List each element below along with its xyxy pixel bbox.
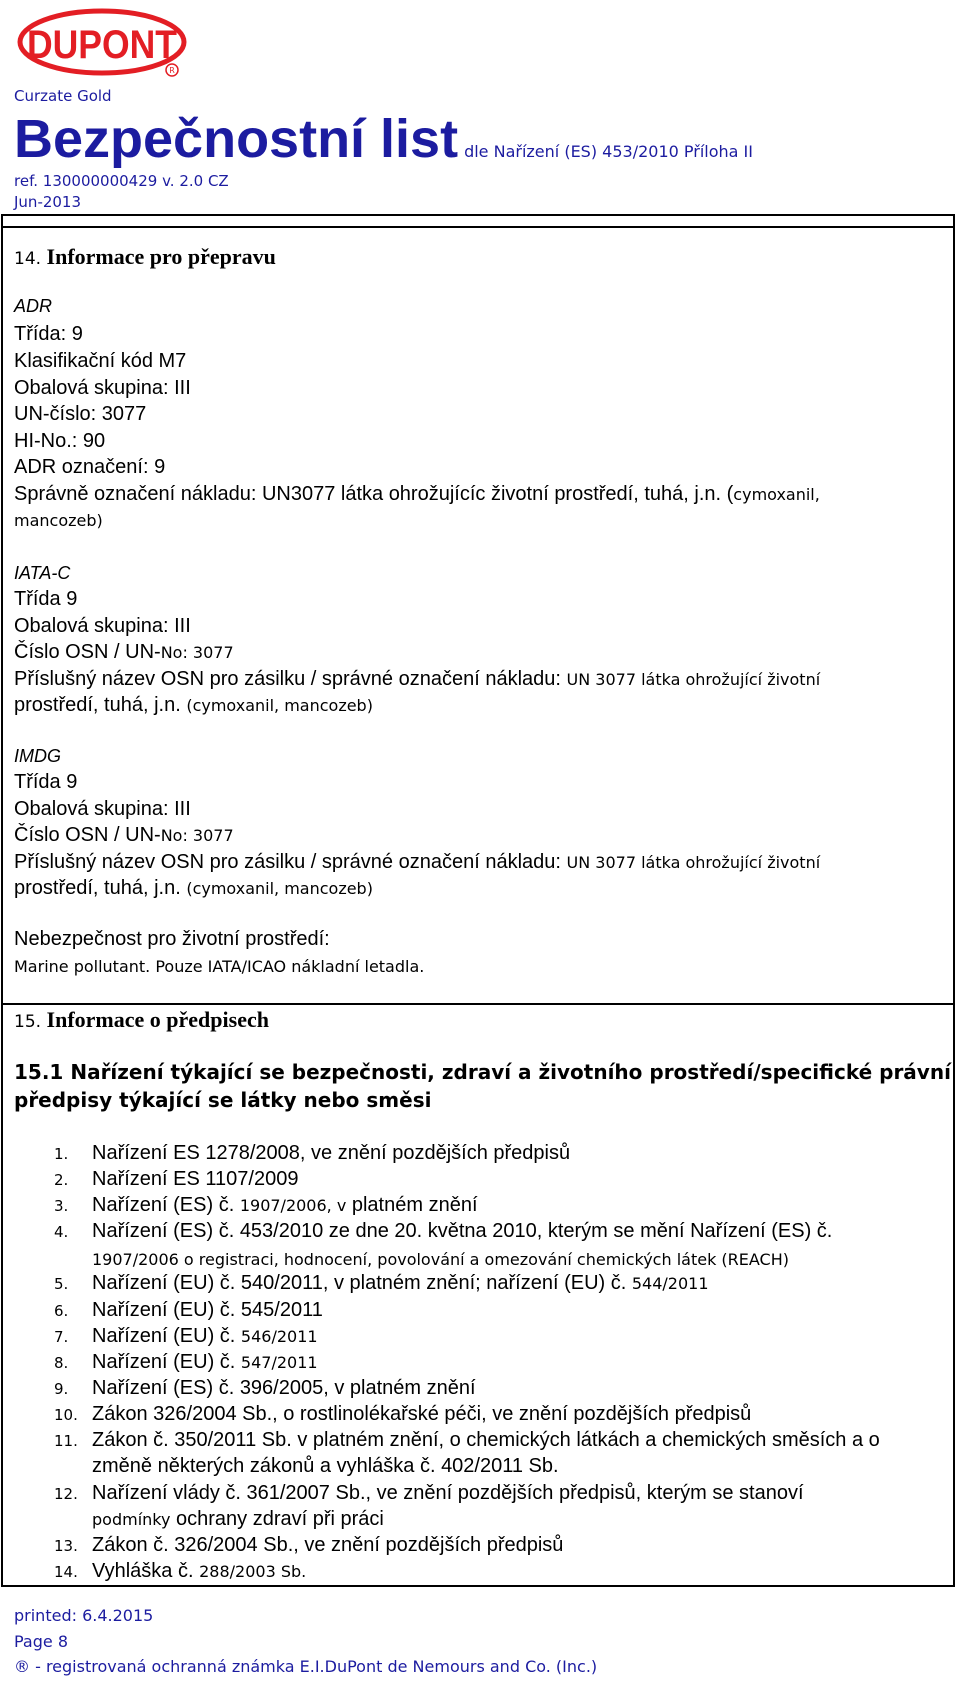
regulation-item: 2. Nařízení ES 1107/2009: [54, 1168, 299, 1190]
imdg-label: IMDG: [14, 746, 61, 766]
section-15-heading: 15. Informace o předpisech: [14, 1007, 269, 1032]
svg-text:R: R: [169, 66, 175, 75]
env-hazard-label: Nebezpečnost pro životní prostředí:: [14, 928, 330, 950]
env-hazard-value: Marine pollutant. Pouze IATA/ICAO nákladní letadla.: [14, 957, 425, 976]
title-row: [14, 104, 753, 174]
section-15-1-heading: 15.1 Nařízení týkající se bezpečnosti, zdraví a životního prostředí/specifické právní: [14, 1060, 951, 1084]
imdg-packing: Obalová skupina: III: [14, 798, 191, 820]
iata-class: Třída 9: [14, 588, 78, 610]
regulation-item: 8. Nařízení (EU) č. 547/2011: [54, 1351, 318, 1373]
iata-packing: Obalová skupina: III: [14, 615, 191, 637]
document-date: Jun-2013: [14, 193, 82, 211]
regulation-item-cont: 1907/2006 o registraci, hodnocení, povolování a omezování chemických látek (REACH): [92, 1250, 789, 1269]
regulation-item: 13. Zákon č. 326/2004 Sb., ve znění pozdějších předpisů: [54, 1534, 564, 1556]
regulation-item: 6. Nařízení (EU) č. 545/2011: [54, 1299, 323, 1321]
regulation-item: 7. Nařízení (EU) č. 546/2011: [54, 1325, 318, 1347]
imdg-class: Třída 9: [14, 771, 78, 793]
imdg-shipping-name: Příslušný název OSN pro zásilku / správné označení nákladu: UN 3077 látka ohrožující životní: [14, 851, 821, 873]
imdg-shipping-name-cont: prostředí, tuhá, j.n. (cymoxanil, mancozeb): [14, 877, 373, 899]
regulation-item: 1. Nařízení ES 1278/2008, ve znění pozdějších předpisů: [54, 1142, 571, 1164]
regulation-ref: dle Nařízení (ES) 453/2010 Příloha II: [464, 142, 753, 161]
logo-text: DUPONT: [27, 23, 177, 67]
trademark-notice: ® - registrovaná ochranná známka E.I.DuPont de Nemours and Co. (Inc.): [14, 1657, 598, 1676]
adr-shipping-name: Správně označení nákladu: UN3077 látka ohrožujícíc životní prostředí, tuhá, j.n. (cymoxanil,: [14, 483, 820, 505]
document-ref: ref. 130000000429 v. 2.0 CZ: [14, 172, 229, 190]
regulation-item: 3. Nařízení (ES) č. 1907/2006, v platném znění: [54, 1194, 478, 1216]
iata-un-number: Číslo OSN / UN-No: 3077: [14, 641, 234, 663]
dupont-logo: [16, 8, 192, 82]
regulation-item: 5. Nařízení (EU) č. 540/2011, v platném znění; nařízení (EU) č. 544/2011: [54, 1272, 709, 1294]
regulation-item: 14. Vyhláška č. 288/2003 Sb.: [54, 1560, 307, 1582]
iata-shipping-name: Příslušný název OSN pro zásilku / správné označení nákladu: UN 3077 látka ohrožující životní: [14, 668, 821, 690]
regulation-item-cont: podmínky ochrany zdraví při práci: [92, 1508, 384, 1530]
section-15-1-heading-cont: předpisy týkající se látky nebo směsi: [14, 1088, 432, 1112]
section-divider: [1, 1003, 955, 1005]
regulation-item: 9. Nařízení (ES) č. 396/2005, v platném znění: [54, 1377, 476, 1399]
page-title: Bezpečnostní list: [14, 109, 459, 169]
imdg-un-number: Číslo OSN / UN-No: 3077: [14, 824, 234, 846]
product-name: Curzate Gold: [14, 87, 112, 105]
iata-label: IATA-C: [14, 563, 71, 583]
regulation-item: 4. Nařízení (ES) č. 453/2010 ze dne 20. května 2010, kterým se mění Nařízení (ES) č.: [54, 1220, 833, 1242]
adr-line: Klasifikační kód M7: [14, 350, 187, 372]
page-number: Page 8: [14, 1632, 68, 1651]
adr-label: ADR: [14, 296, 53, 316]
adr-line: ADR označení: 9: [14, 456, 166, 478]
adr-line: HI-No.: 90: [14, 430, 106, 452]
adr-line: Obalová skupina: III: [14, 377, 191, 399]
regulation-item: 10. Zákon 326/2004 Sb., o rostlinolékařské péči, ve znění pozdějších předpisů: [54, 1403, 752, 1425]
section-divider-top: [1, 226, 955, 228]
iata-shipping-name-cont: prostředí, tuhá, j.n. (cymoxanil, mancozeb): [14, 694, 373, 716]
regulation-item: 11. Zákon č. 350/2011 Sb. v platném znění, o chemických látkách a chemických směsích a o: [54, 1429, 880, 1451]
regulation-item-cont: změně některých zákonů a vyhláška č. 402/2011 Sb.: [92, 1455, 559, 1477]
adr-shipping-name-cont: mancozeb): [14, 511, 103, 530]
regulation-item: 12. Nařízení vlády č. 361/2007 Sb., ve znění pozdějších předpisů, kterým se stanoví: [54, 1482, 804, 1504]
adr-line: UN-číslo: 3077: [14, 403, 147, 425]
printed-date: printed: 6.4.2015: [14, 1606, 154, 1625]
section-14-heading: 14. Informace pro přepravu: [14, 244, 276, 269]
adr-line: Třída: 9: [14, 323, 83, 345]
